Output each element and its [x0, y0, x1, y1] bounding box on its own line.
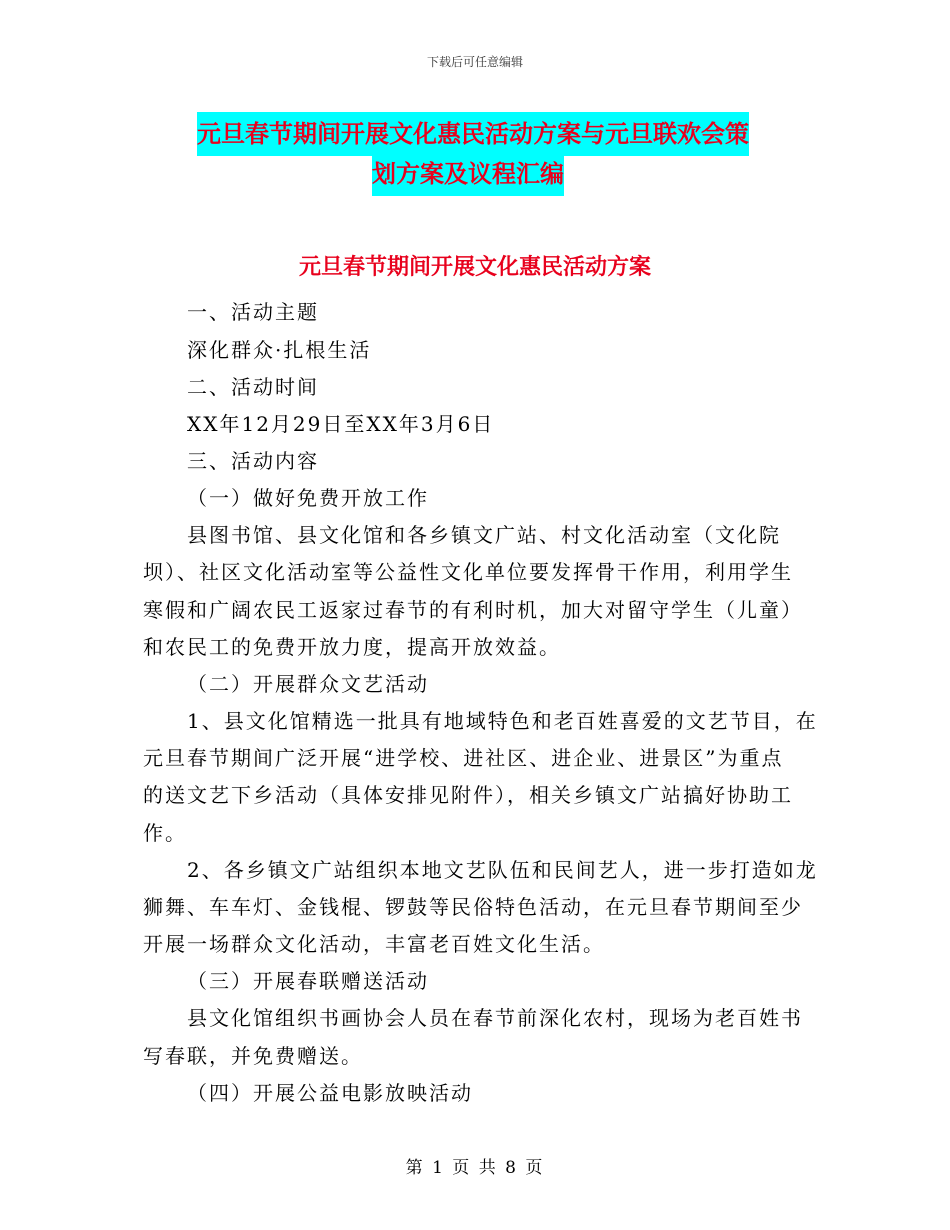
body-line: 的送文艺下乡活动（具体安排见附件），相关乡镇文广站搞好协助工	[143, 783, 793, 807]
body-line: （二）开展群众文艺活动	[187, 672, 429, 696]
body-line: 深化群众·扎根生活	[187, 338, 372, 362]
body-line: 开展一场群众文化活动，丰富老百姓文化生活。	[143, 932, 605, 956]
body-line: （一）做好免费开放工作	[187, 486, 429, 510]
body-line: 作。	[143, 821, 187, 845]
body-line: 写春联，并免费赠送。	[143, 1044, 363, 1068]
body-line: 二、活动时间	[187, 375, 319, 399]
document-title-line-2: 划方案及议程汇编	[372, 152, 564, 196]
header-note: 下载后可任意编辑	[426, 55, 523, 69]
body-line: 县图书馆、县文化馆和各乡镇文广站、村文化活动室（文化院	[187, 523, 781, 547]
document-title-line-1: 元旦春节期间开展文化惠民活动方案与元旦联欢会策	[197, 112, 749, 156]
body-line: 狮舞、车车灯、金钱棍、锣鼓等民俗特色活动，在元旦春节期间至少	[143, 895, 803, 919]
page-number: 第 1 页 共 8 页	[405, 1158, 545, 1178]
body-line: （三）开展春联赠送活动	[187, 969, 429, 993]
body-line: （四）开展公益电影放映活动	[187, 1081, 473, 1105]
body-line: 寒假和广阔农民工返家过春节的有利时机，加大对留守学生（儿童）	[143, 598, 803, 622]
body-line: XX年12月29日至XX年3月6日	[187, 412, 495, 436]
section-title: 元旦春节期间开展文化惠民活动方案	[298, 254, 651, 280]
body-line: 一、活动主题	[187, 300, 319, 324]
body-line: 和农民工的免费开放力度，提高开放效益。	[143, 635, 561, 659]
body-line: 坝）、社区文化活动室等公益性文化单位要发挥骨干作用，利用学生	[143, 560, 793, 584]
body-line: 元旦春节期间广泛开展“进学校、进社区、进企业、进景区”为重点	[143, 746, 784, 770]
body-line: 县文化馆组织书画协会人员在春节前深化农村，现场为老百姓书	[187, 1006, 803, 1030]
body-line: 2、各乡镇文广站组织本地文艺队伍和民间艺人，进一步打造如龙	[187, 858, 818, 882]
body-line: 三、活动内容	[187, 449, 319, 473]
body-line: 1、县文化馆精选一批具有地域特色和老百姓喜爱的文艺节目，在	[187, 709, 818, 733]
